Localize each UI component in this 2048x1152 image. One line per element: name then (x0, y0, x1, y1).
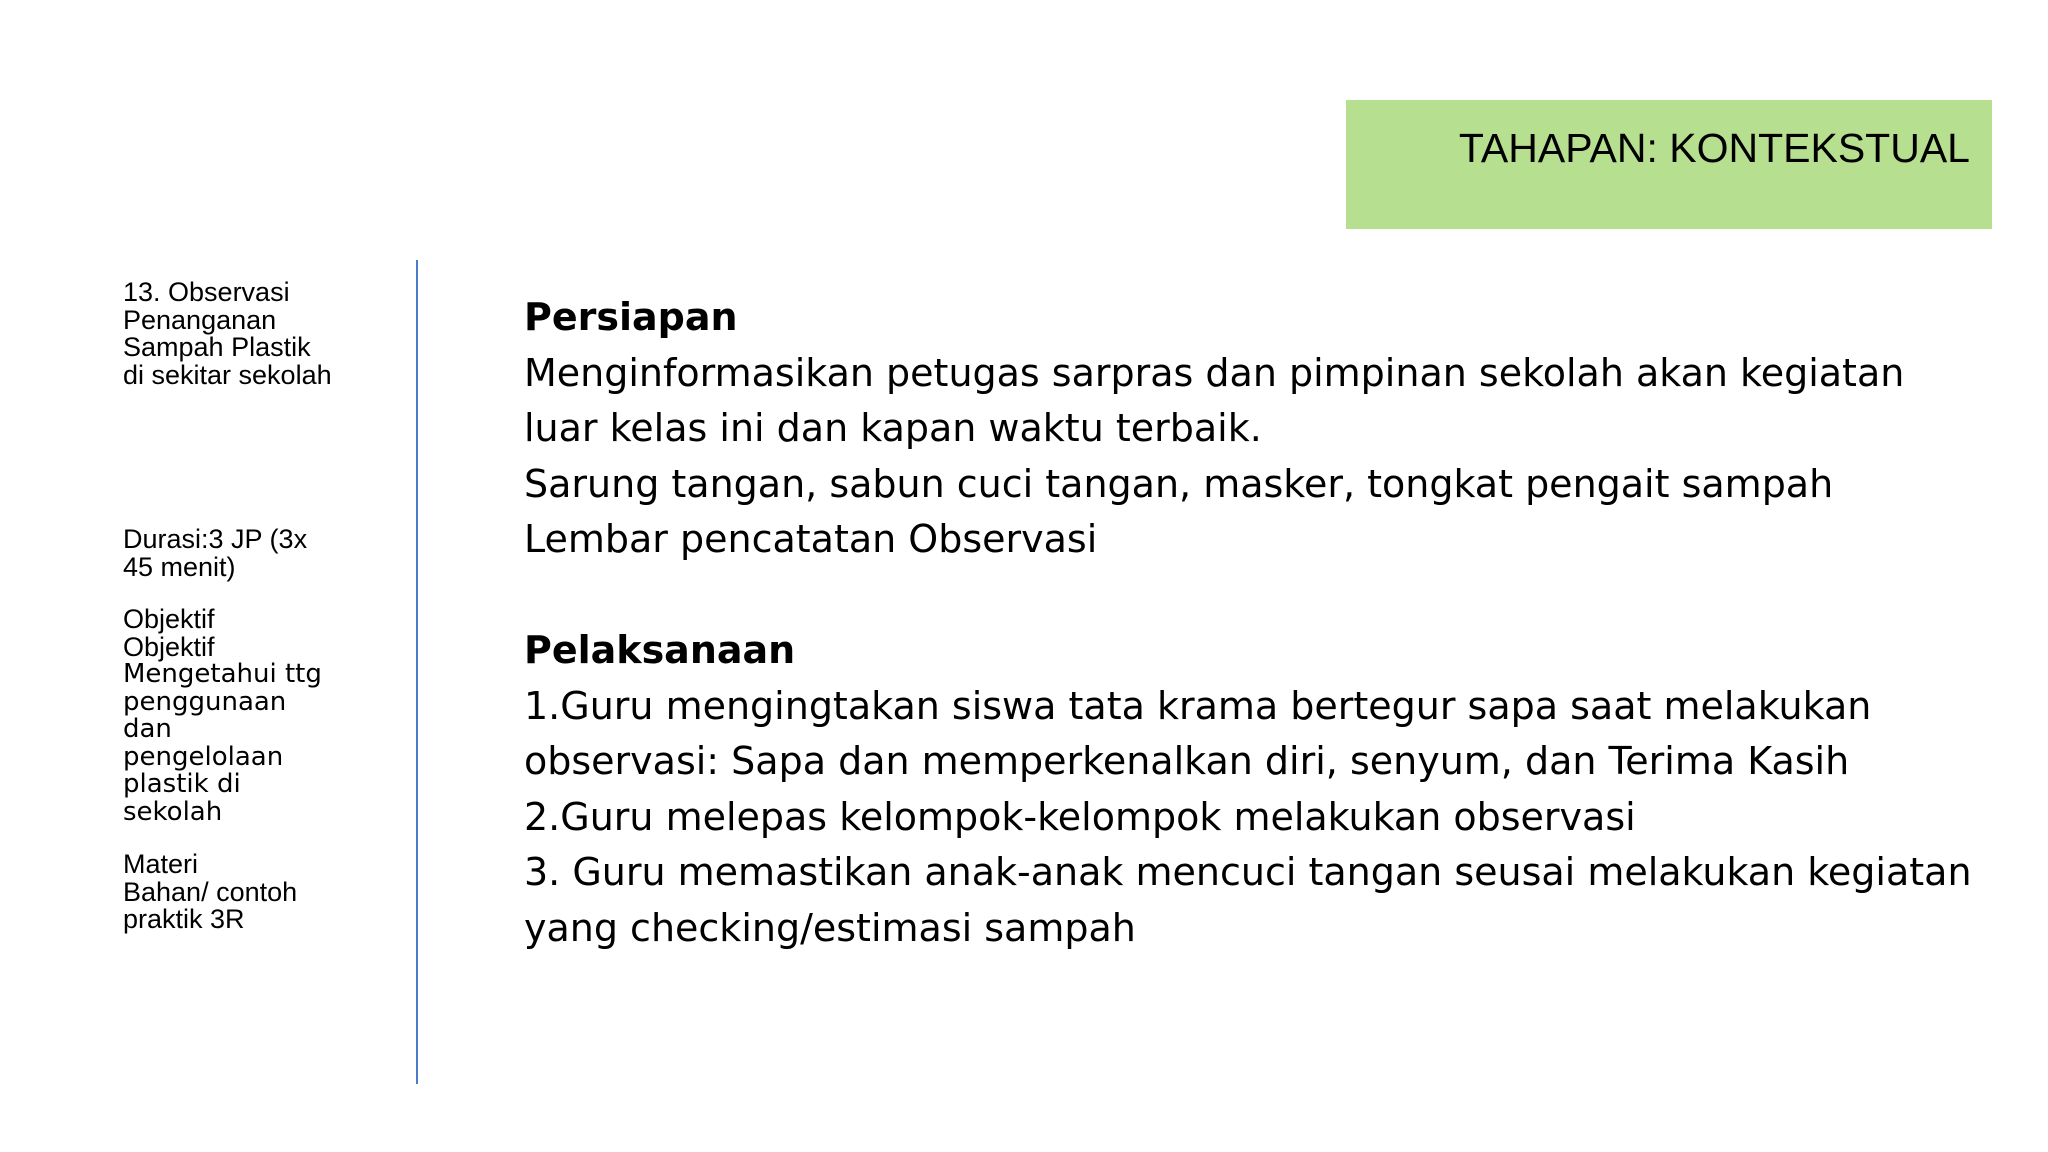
material-line: Bahan/ contoh (123, 876, 298, 907)
activity-title-line: Penanganan (123, 304, 277, 335)
objective-line: Mengetahui ttg (123, 659, 322, 689)
duration-line: 45 menit) (123, 551, 236, 582)
implementation-section (524, 623, 2004, 956)
objective-line: pengelolaan (123, 741, 284, 772)
duration-line: Durasi:3 JP (3x (123, 524, 308, 554)
implementation-line: observasi: Sapa dan memperkenalkan diri, senyum, dan Terima Kasih (524, 739, 1850, 783)
objective-line: Objektif (123, 631, 215, 662)
objective-line: sekolah (123, 796, 223, 827)
material-line: Materi (123, 849, 199, 879)
implementation-heading: Pelaksanaan (524, 628, 796, 672)
stage-banner (1346, 100, 1992, 229)
implementation-line: 2.Guru melepas kelompok-kelompok melakukan observasi (524, 794, 1636, 839)
activity-objective (123, 606, 393, 826)
activity-title-line: 13. Observasi (123, 277, 290, 307)
implementation-line: 1.Guru mengingtakan siswa tata krama bertegur sapa saat melakukan (524, 683, 1872, 728)
main-content (524, 290, 2004, 956)
objective-line: Objektif (123, 604, 215, 634)
activity-sidebar (123, 279, 393, 934)
activity-duration (123, 526, 393, 581)
activity-title-line: di sekitar sekolah (123, 359, 332, 390)
preparation-heading: Persiapan (524, 295, 738, 339)
preparation-line: Menginformasikan petugas sarpras dan pimpinan sekolah akan kegiatan (524, 350, 1905, 395)
activity-title-line: Sampah Plastik (123, 332, 311, 362)
objective-line: dan (123, 714, 172, 744)
implementation-line: 3. Guru memastikan anak-anak mencuci tangan seusai melakukan kegiatan (524, 850, 1972, 894)
material-line: praktik 3R (123, 904, 245, 934)
preparation-line: Lembar pencatatan Observasi (524, 517, 1098, 561)
implementation-line: yang checking/estimasi sampah (524, 905, 1136, 950)
preparation-line: Sarung tangan, sabun cuci tangan, masker, tongkat pengait sampah (524, 461, 1834, 506)
objective-line: plastik di (123, 769, 241, 799)
objective-line: penggunaan (123, 686, 287, 717)
stage-label: TAHAPAN: KONTEKSTUAL (1458, 125, 1970, 171)
vertical-divider (416, 260, 418, 1084)
preparation-line: luar kelas ini dan kapan waktu terbaik. (524, 406, 1262, 450)
activity-material (123, 851, 393, 934)
activity-title (123, 279, 393, 389)
preparation-section (524, 290, 2004, 568)
